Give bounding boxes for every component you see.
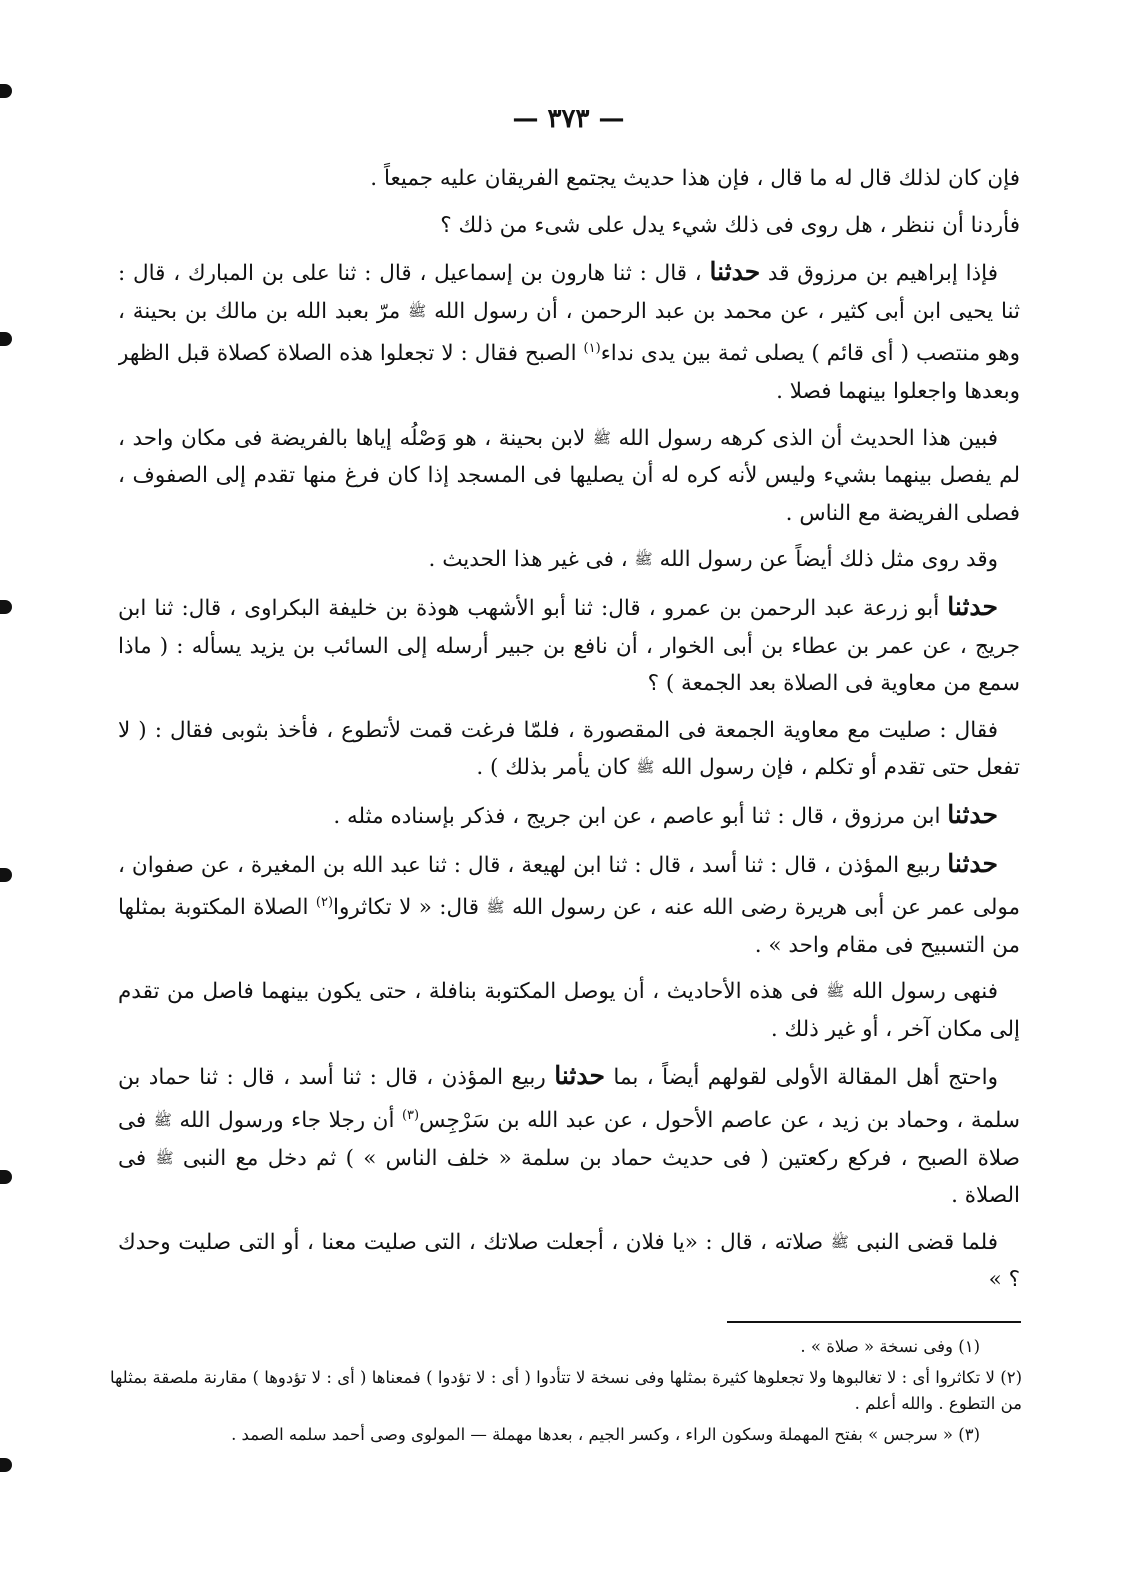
margin-mark: [0, 1458, 12, 1472]
footnote-ref: (٣): [401, 1108, 420, 1124]
text-run: فنهى رسول الله: [844, 979, 998, 1005]
footnote-ref: (٢): [315, 895, 334, 911]
margin-mark: [0, 84, 12, 98]
salutation-glyph: ﷺ: [592, 428, 611, 447]
salutation-glyph: ﷺ: [826, 982, 845, 1001]
footnote: (٣) « سرجس » بفتح المهملة وسكون الراء ، وكسر الجيم ، بعدها مهملة — المولوى وصى أحمد سلمه الصمد .: [231, 1425, 980, 1444]
paragraph: [118, 712, 1020, 787]
text-run: ، قال : ثنا هارون بن إسماعيل ، قال : ثنا على بن المبارك ، قال : ثنا يحيى ابن أبى كثير ، عن محمد بن عبد الرحمن ، أن رسول الله: [118, 261, 1020, 324]
text-run: فلما قضى النبى: [848, 1229, 998, 1255]
paragraph: [118, 253, 1020, 410]
salutation-glyph: ﷺ: [830, 1232, 849, 1251]
text-run: وقد روى مثل ذلك أيضاً عن رسول الله: [652, 547, 998, 573]
text-run: فقال : صليت مع معاوية الجمعة فى المقصورة ، فلمّا فرغت قمت لأتطوع ، فأخذ بثوبى فقال : ( لا تفعل حتى تقدم أو تكلم ، فإن رسول الله: [118, 717, 1020, 781]
page-number: — ٣٧٣ —: [512, 104, 625, 134]
text-run: مرّ بعبد الله بن مالك بن بحينة ، وهو منتصب ( أى قائم ) يصلى ثمة بين يدى نداء: [118, 298, 1020, 367]
margin-mark: [0, 868, 12, 882]
footnotes: [110, 1334, 1022, 1453]
haddathana-keyword: حدثنا: [709, 257, 761, 287]
text-run: فإذا إبراهيم بن مرزوق قد: [760, 261, 998, 287]
body-text: [118, 160, 1020, 1310]
text-run: الصلاة المكتوبة بمثلها من التسبيح فى مقام واحد » .: [118, 895, 1020, 958]
haddathana-keyword: حدثنا: [947, 799, 998, 829]
text-run: صلاته ، قال : «يا فلان ، أجعلت صلاتك ، التى صليت معنا ، أو التى صليت وحدك ؟ »: [118, 1229, 1020, 1293]
text-run: فبين هذا الحديث أن الذى كرهه رسول الله: [610, 425, 998, 451]
text-run: فى الصلاة .: [118, 1145, 1020, 1209]
margin-mark: [0, 600, 12, 614]
paragraph: [118, 1224, 1020, 1299]
paragraph: [118, 541, 1020, 579]
haddathana-keyword: حدثنا: [947, 591, 998, 621]
text-run: الصبح فقال : لا تجعلوا هذه الصلاة كصلاة قبل الظهر وبعدها واجعلوا بينهما فصلا .: [118, 341, 1020, 404]
footnote-divider: [727, 1321, 1021, 1323]
margin-mark: [0, 1170, 12, 1184]
salutation-glyph: ﷺ: [634, 550, 653, 569]
salutation-glyph: ﷺ: [486, 898, 505, 917]
haddathana-keyword: حدثنا: [554, 1061, 605, 1091]
paragraph: [118, 207, 1020, 245]
text-run: لابن بحينة ، هو وَصْلُه إياها بالفريضة فى مكان واحد ، لم يفصل بينهما بشيء وليس لأنه كره له أن يصليها فى المسجد إذا كان فرغ منها تقدم إلى الصفوف ، فصلى الفريضة مع الناس .: [118, 425, 1020, 526]
paragraph: [118, 420, 1020, 533]
text-run: واحتج أهل المقالة الأولى لقولهم أيضاً ، بما: [604, 1065, 998, 1091]
text-run: فى صلاة الصبح ، فركع ركعتين ( فى حديث حماد بن سلمة « خلف الناس » ) ثم دخل مع النبى: [118, 1108, 1020, 1171]
paragraph: [118, 1057, 1020, 1214]
footnote-ref: (١): [583, 341, 601, 357]
text-run: ، فى غير هذا الحديث .: [428, 547, 635, 573]
text-run: قال: « لا تكاثروا: [333, 895, 487, 921]
paragraph: [118, 796, 1020, 836]
paragraph: [118, 160, 1020, 198]
text-run: فأردنا أن ننظر ، هل روى فى ذلك شيء يدل على شىء من ذلك ؟: [440, 212, 1020, 238]
text-run: ربيع المؤذن ، قال : ثنا أسد ، قال : ثنا حماد بن سلمة ، وحماد بن زيد ، عن عاصم الأحول ، عن عبد الله بن سَرْجِس: [118, 1065, 1020, 1134]
salutation-glyph: ﷺ: [408, 301, 427, 320]
text-run: فى هذه الأحاديث ، أن يوصل المكتوبة بنافلة ، حتى يكون بينهما فاصل من تقدم إلى مكان آخر ، أو غير ذلك .: [118, 979, 1020, 1042]
haddathana-keyword: حدثنا: [947, 848, 998, 878]
margin-mark: [0, 332, 12, 346]
text-run: ابن مرزوق ، قال : ثنا أبو عاصم ، عن ابن جريج ، فذكر بإسناده مثله .: [333, 803, 948, 829]
paragraph: [118, 588, 1020, 703]
salutation-glyph: ﷺ: [155, 1148, 174, 1167]
text-run: ربيع المؤذن ، قال : ثنا أسد ، قال : ثنا ابن لهيعة ، قال : ثنا عبد الله بن المغيرة ، عن صفوان ، مولى عمر عن أبى هريرة رضى الله عنه ، عن رسول الله: [118, 852, 1020, 921]
paragraph: [118, 973, 1020, 1048]
text-run: أن رجلا جاء ورسول الله: [171, 1108, 402, 1134]
paragraph: [118, 845, 1020, 965]
salutation-glyph: ﷺ: [153, 1111, 172, 1130]
footnote: (١) وفى نسخة « صلاة » .: [800, 1337, 980, 1356]
text-run: فإن كان لذلك قال له ما قال ، فإن هذا حديث يجتمع الفريقان عليه جميعاً .: [370, 166, 1020, 191]
salutation-glyph: ﷺ: [636, 758, 655, 777]
text-run: كان يأمر بذلك ) .: [476, 755, 637, 781]
text-run: أبو زرعة عبد الرحمن بن عمرو ، قال: ثنا أبو الأشهب هوذة بن خليفة البكراوى ، قال: ثنا ابن جريج ، عن عمر بن عطاء بن أبى الخوار ، أن نافع بن جبير أرسله إلى السائب بن يزيد يسأله : ( ماذا سمع من معاوية فى الصلاة بعد الجمعة ) ؟: [118, 595, 1020, 697]
footnote: (٢) لا تكاثروا أى : لا تغالبوها ولا تجعلوها كثيرة بمثلها وفى نسخة لا تتأدوا ( أى : لا تؤدوا ) فمعناها ( أى : لا تؤدوها ) مقارنة ملصقة بمثلها من التطوع . والله أعلم .: [110, 1368, 1022, 1413]
